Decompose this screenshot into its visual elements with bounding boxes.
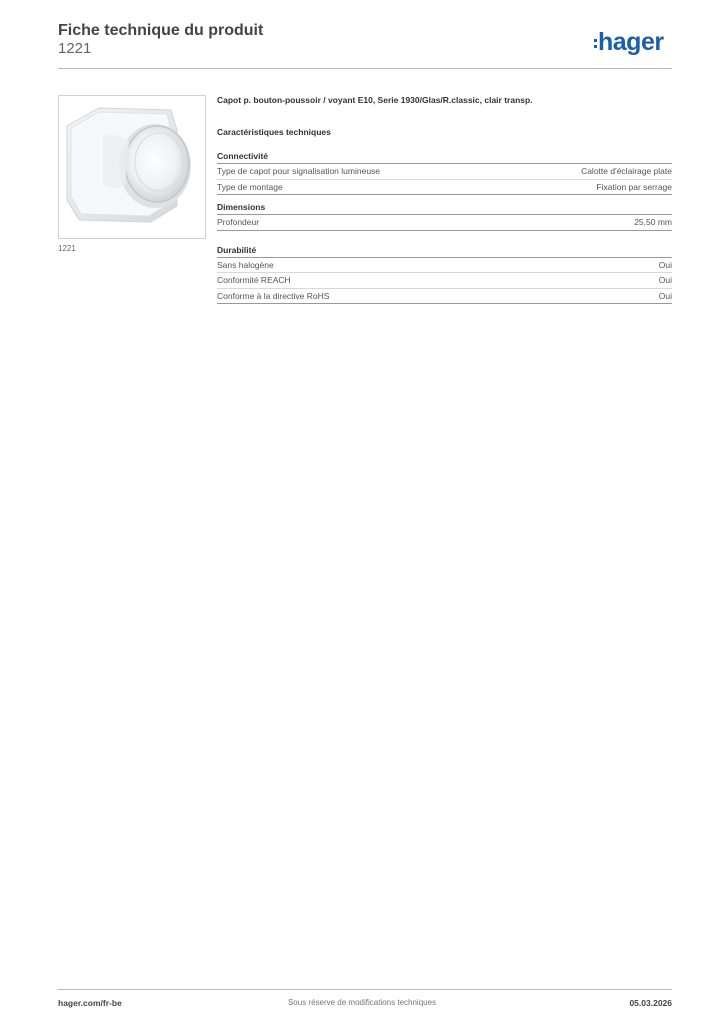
footer-date: 05.03.2026 (629, 998, 672, 1008)
row-value: 25,50 mm (634, 217, 672, 227)
row-label: Type de montage (217, 181, 283, 192)
table-row (217, 164, 672, 180)
page-title: Fiche technique du produit (58, 22, 264, 39)
logo-text: hager (598, 28, 664, 56)
footer-notice: Sous réserve de modifications techniques (287, 998, 437, 1007)
photo-caption: 1221 (58, 244, 76, 253)
product-photo-icon (59, 96, 205, 238)
table-row (217, 273, 672, 289)
hager-logo (594, 28, 664, 57)
product-details (217, 95, 672, 311)
footer-website-link[interactable]: hager.com/fr-be (58, 998, 122, 1008)
product-photo (58, 95, 206, 239)
table-row (217, 215, 672, 231)
table-row (217, 180, 672, 196)
table-row (217, 258, 672, 274)
row-value: Oui (658, 290, 672, 301)
group-title: Durabilité (217, 245, 672, 258)
footer-divider (58, 989, 672, 990)
row-label: Profondeur (217, 217, 260, 227)
group-title: Connectivité (217, 151, 672, 164)
group-durabilite (217, 245, 672, 305)
row-label: Type de capot pour signalisation lumineuse (217, 166, 381, 176)
row-label: Conforme à la directive RoHS (217, 290, 330, 301)
header-divider (58, 68, 672, 69)
logo-dots-icon (594, 39, 597, 48)
row-value: Oui (658, 275, 672, 285)
row-value: Calotte d'éclairage plate (581, 166, 672, 176)
group-connectivite (217, 151, 672, 195)
tech-heading: Caractéristiques techniques (217, 127, 331, 137)
row-label: Conformité REACH (217, 275, 291, 285)
table-row (217, 289, 672, 305)
row-value: Oui (658, 259, 672, 270)
product-code: 1221 (58, 40, 92, 57)
group-dimensions (217, 202, 672, 231)
group-title: Dimensions (217, 202, 672, 215)
row-label: Sans halogène (217, 259, 274, 270)
row-value: Fixation par serrage (596, 181, 672, 192)
product-description: Capot p. bouton-poussoir / voyant E10, Serie 1930/Glas/R.classic, clair transp. (217, 95, 533, 105)
